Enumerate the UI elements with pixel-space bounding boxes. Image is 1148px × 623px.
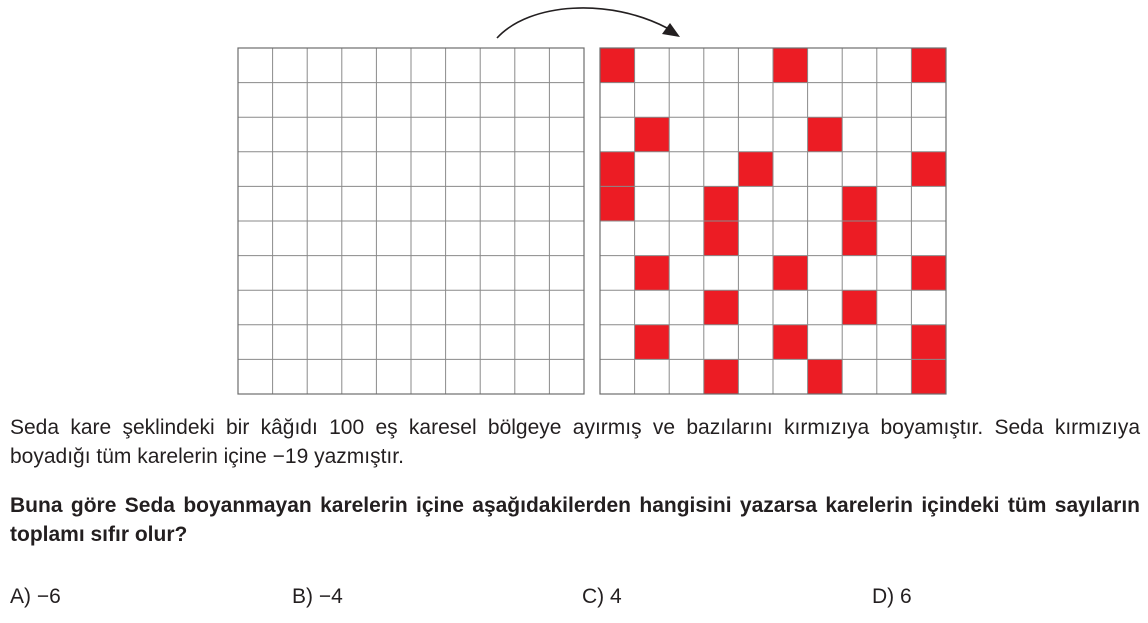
question-paragraph: Seda kare şeklindeki bir kâğıdı 100 eş karesel bölgeye ayırmış ve bazılarını kırmızıya boyamıştır. Seda kırmızıya boyadığı tüm karelerin içine −19 yazmıştır. <box>10 416 1140 468</box>
red-cell <box>842 186 877 221</box>
red-cell <box>842 221 877 256</box>
empty-grid <box>238 48 584 394</box>
red-cell <box>635 256 670 291</box>
red-cell <box>704 359 739 394</box>
red-cell <box>773 325 808 360</box>
red-cell <box>635 325 670 360</box>
colored-grid <box>600 48 946 394</box>
question-prompt: Buna göre Seda boyanmayan karelerin içine aşağıdakilerden hangisini yazarsa karelerin içindeki tüm sayıların toplamı sıfır olur? <box>10 494 1140 546</box>
curved-arrow-right-icon <box>497 8 680 38</box>
red-cell <box>808 359 843 394</box>
red-cell <box>704 290 739 325</box>
red-cell <box>635 117 670 152</box>
red-cell <box>600 186 635 221</box>
red-cell <box>773 256 808 291</box>
option-b[interactable]: B) −4 <box>292 585 343 608</box>
red-cell <box>704 186 739 221</box>
red-cell <box>842 290 877 325</box>
option-c[interactable]: C) 4 <box>582 585 622 608</box>
option-d[interactable]: D) 6 <box>872 585 912 608</box>
red-cell <box>911 48 946 83</box>
red-cell <box>600 48 635 83</box>
red-cell <box>738 152 773 187</box>
red-cell <box>911 325 946 360</box>
option-a[interactable]: A) −6 <box>10 585 61 608</box>
red-cell <box>773 48 808 83</box>
red-cell <box>808 117 843 152</box>
red-cell <box>911 256 946 291</box>
red-cell <box>704 221 739 256</box>
red-cell <box>911 152 946 187</box>
red-cell <box>600 152 635 187</box>
red-cell <box>911 359 946 394</box>
